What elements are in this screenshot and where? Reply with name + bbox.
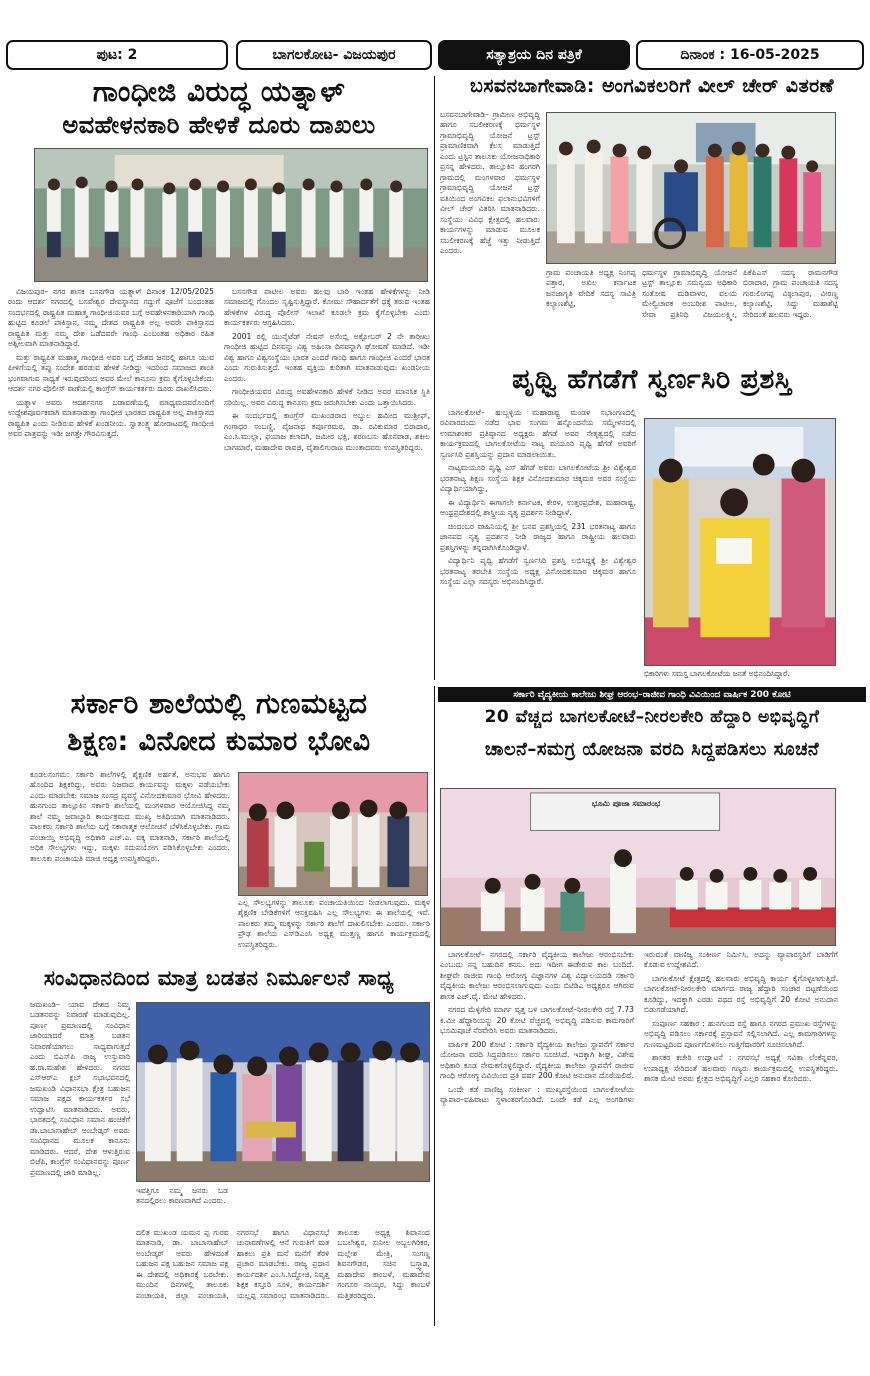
story5-para: ಒಂದೇ ಕಡೆ ವಾಣಿಜ್ಯ ಸಂಕೀರ್ಣ : ಮುಖ್ಯರಸ್ತೆಯಿಂದ ಬಾಗಲಕೋಟೆಯ ವ್ಯಾಪಾರ–ವಹಿವಾಟು ಸ್ಥಳಾಂತರಗೊಂಡಿದೆ. ಒಂದೇ ಕಡೆ ಎಲ್ಲ ಅಂಗಡಿಗಳು ಇರುವಂತೆ ವಾಣಿಜ್ಯ ಸಂಕೀರ್ಣ ನಿರ್ಮಿಸಿ, ಅದನ್ನು ವ್ಯಾಪಾರಸ್ಥರಿಗೆ ಬಾಡಿಗೆಗೆ ಕೊಡುವ ಉದ್ದೇಶವಿದೆ. <box>440 950 838 1105</box>
story6-photo <box>136 1002 430 1182</box>
edition-label: ಬಾಗಲಕೋಟ- ವಿಜಯಪುರ <box>272 47 396 63</box>
story6-right-text: ದಲಿತ ಮುಖಂಡ ಯಮನ ಪ್ಪ ಗುರವ ಮಾತನಾಡಿ, ಡಾ. ಬಾಬಾಸಾಹೇಬ್ ಅಂಬೇಡ್ಕರ್ ಅವರು ಹೇಳಿದಂತೆ ಬಹುಜನ ಪಕ್ಷ ಬಹುಜನ ಸಮಾಜ ಪಕ್ಷ ಈ ದೇಶದಲ್ಲಿ ಅಧಿಕಾರಕ್ಕೆ ಬರಬೇಕು. ಮುಂದಿನ ದಿನಗಳಲ್ಲಿ ತಾಲೂಕು ಪಂಚಾಯತಿ, ಜಿಲ್ಲಾ ಪಂಚಾಯತಿ, ನಗರಸಭೆ ಹಾಗೂ ವಿಧಾನಸಭೆ ಚುನಾವಣೆಗಳಲ್ಲಿ ಆನೆ ಗುರುತಿಗೆ ಮತ ಹಾಕಲು ಪ್ರತಿ ಮನೆ ಮನೆಗೆ ತೆರಳಿ ಪ್ರಚಾರ ಮಾಡಬೇಕು. ರಾಜ್ಯ ಪ್ರಧಾನ ಕಾರ್ಯದರ್ಶಿ ಎಂ.ಸಿ.ಸಿದ್ದೋಜಿ, ನಿವೃತ್ತ ಶಿಕ್ಷಕ ಕಸ್ತೂರಿ ಸೂಳಿ, ಕಾರ್ಯದರ್ಶಿ ಯಲ್ಲಪ್ಪ ಸಮಾರಂಭ ಮಾತನಾಡಿದರು. ತಾಲೂಕು ಅಧ್ಯಕ್ಷ ಶಿವಾನಂದ ಬಬಲೇಶ್ವರ, ಸುನೀಲ ಅಬ್ಬಲಗಿರಿಕರ, ಮಲ್ಲೇಶ ಮೇತ್ರಿ, ಸಂಗಣ್ಣ ಶಿವನಗೌಡರ, ಸಚಿನ ಬಸ್ತ್ವಾಡ, ಮಹಾದೇವ ಕಾಂಬಳೆ, ಮಹಾದೇವ ಗಂಗೂರ ನಾಯ್ಕರ, ಸಿದ್ದು ಕಾಂಬಳೆ ಮತ್ತಿತರರಿದ್ದರು. <box>136 1228 430 1300</box>
story5-body <box>440 950 838 1326</box>
story1-para: 2001 ರಲ್ಲಿ ಯುನೈಟೆಡ್ ನೇಷನ್ ಅಸೆಂಬ್ಲಿ ಅಕ್ಟೋಬರ್ 2 ನೇ ತಾರೀಖು ಗಾಂಧೀಜಿ ಹುಟ್ಟಿದ ದಿನವನ್ನು ವಿಶ್ವ ಅಹಿಂಸಾ ದಿನವನ್ನಾಗಿ ಘೋಷಣೆ ಮಾಡಿದೆ. ಇಡೀ ವಿಶ್ವ ಹಾಗೂ ವಿಶ್ವಸಂಸ್ಥೆಯು ಭಾರತ ಎಂದರೆ ಗಾಂಧಿ ಹಾಗೂ ಗಾಂಧೀಜಿ ಎಂದರೆ ಭಾರತ ಎಂದು ಗುರುತಿಸುತ್ತದೆ. ಇಂತಹ ವ್ಯಕ್ತಿಯ ಕುರಿತಾಗಿ ಮಾತನಾಡುವುದು ಖಂಡನೀಯ ಎಂದರು. <box>224 331 430 383</box>
story3-caption: ಭಿಕಾರಿಗಳು ಸಮಸ್ತ ಬಾಗಲಕೋಟೆಯ ಜನತೆ ಅಭಿನಂದಿಸಿದ್ದಾರೆ. <box>644 669 790 678</box>
award-ceremony-photo <box>645 419 835 665</box>
story5-para: ನಗರದ ಮೆಳ್ಳಿಗೇರಿ ಮಾರ್ಗ ವೃತ್ತ ಬಳಿ ಬಾಗಲಕೋಟೆ–ನೀರಲಕೇರಿ ರಸ್ತೆ 7.73 ಕಿ.ಮೀ ಹೆದ್ದಾರಿಯನ್ನು 20 ಕೋಟಿ ವೆಚ್ಚದಲ್ಲಿ ಅಭಿವೃದ್ಧಿ ಪಡಿಸುವ ಕಾಮಗಾರಿಗೆ ಭೂಮಿಪೂಜೆ ನೆರವೇರಿಸಿ ಅವರು ಮಾತನಾಡಿದರು. <box>440 1005 634 1036</box>
story4-left-text: ಕೂಡಲಸಂಗಮ: ಸರ್ಕಾರಿ ಶಾಲೆಗಳಲ್ಲಿ ಶೈಕ್ಷಣಿಕ ಅರ್ಹತೆ, ಅನುಭವ ಹಾಗೂ ಹೊಂದಿದ ಶಿಕ್ಷಕರಿದ್ದು, ಅವರು ನಿಜವಾದ ಕಾರ್ಯವನ್ನು ಮಕ್ಕಳು ಪಡೆಯಬೇಕು ಎಂದು ಮಾಡಬೇಕು ಸಮಾಜ ಸಂಸದ್ರ ವ್ಯವಸ್ಥೆ ವಿನೋದಕುಮಾರ ಭೋವಿ ಹೇಳಿದರು. ಹುನಗುಂದ ತಾಲ್ಲೂಕಿನ ಸರ್ಕಾರಿ ಶಾಲೆಯಲ್ಲಿ ಮಂಗಳವಾರ ಆಯೋಜಿಸಿದ್ದ ನಮ್ಮ ಶಾಲೆ ನಮ್ಮ ಜವಾಬ್ದಾರಿ ಕಾರ್ಯಕ್ರಮದ ಮುಖ್ಯ ಅತಿಥಿಯಾಗಿ ಮಾತನಾಡಿದರು. ಪಾಲಕರು ಸರ್ಕಾರಿ ಶಾಲೆಯ ಬಗ್ಗೆ ಸಕಾರಾತ್ಮಕ ಆಲೋಚನೆ ಬೆಳೆಸಿಕೊಳ್ಳಬೇಕು. ಗ್ರಾಮ ಪಂಚಾಯ್ತಿ ಅಭಿವೃದ್ಧಿ ಅಧಿಕಾರಿ ಎಚ್.ಎ. ವಕ್ಕ ಮಾತನಾಡಿ, ಸರ್ಕಾರಿ ಶಾಲೆಯಲ್ಲಿ ಅಧಿಕ ಸೌಲಭ್ಯಗಳು ಇದ್ದು, ಮಕ್ಕಳು ಸದುಪಯೋಗ ಪಡಿಸಿಕೊಳ್ಳಬೇಕು ಎಂದರು. ತಾಲೂಕು ಪಂಚಾಯತಿ ಮಾಜಿ ಅಧ್ಯಕ್ಷ ಉಪಸ್ಥಿತರಿದ್ದರು. <box>30 770 230 863</box>
column-divider <box>434 76 435 680</box>
story2-headline: ಬಸವನಬಾಗೇವಾಡಿ: ಅಂಗವಿಕಲರಿಗೆ ವೀಲ್ ಚೇರ್ ವಿತರಣೆ <box>469 75 835 97</box>
story3-para: ಬಾಗಲಕೋಟೆ– ಹುಬ್ಬಳ್ಳಿಯ ಮಹಾರಾಷ್ಟ್ರ ಮಂಡಳ ಸಭಾಂಗಣದಲ್ಲಿ ರವಿವಾರದಂದು ನಡೆದ ಭಾವ ಸಂಗಮ ಹನ್ನೊಂದನೆಯ ಸಮ್ಮೇಳನದಲ್ಲಿ ಉಮಾಶಂಕರ ಪ್ರತಿಷ್ಠಾನದ ಅಧ್ಯಕ್ಷರು ಹೆಗಡೆ ಅವರ ನೇತೃತ್ವದಲ್ಲಿ ನಡೆದ ಕಾರ್ಯಕ್ರಮದಲ್ಲಿ ಬಾಗಲಕೋಟೆಯ ನಾಟ್ಯ ಮಯೂರಿ ಪೃಥ್ವಿ ಹೆಗಡೆ ಅವರಿಗೆ ಸ್ವರ್ಣಸಿರಿ ಪ್ರಶಸ್ತಿಯನ್ನು ಪ್ರದಾನ ಮಾಡಲಾಯಿತು. <box>440 408 636 459</box>
story5-headline-line1: 20 ವೆಚ್ಚದ ಬಾಗಲಕೋಟೆ–ನೀರಲಕೇರಿ ಹೆದ್ದಾರಿ ಅಭಿವೃದ್ಧಿಗೆ <box>484 707 820 727</box>
story1-para: ವಿಜಯಪುರ– ನಗರ ಶಾಸಕ ಬಸನಗೌಡ ಯತ್ನಾಳ್ ದಿನಾಂಕ 12/05/2025 ರಂದು ಆದರ್ಶ ನಗರದಲ್ಲಿ ಬಸವೇಶ್ವರ ದೇವಸ್ಥಾನದ ಗದ್ದುಗೆ ಪೂಜೆಗೆ ಬಂದಂತಹ ಸಂದರ್ಭದಲ್ಲಿ ರಾಷ್ಟ್ರಪಿತ ಮಹಾತ್ಮ ಗಾಂಧೀಜಿಯವರ ಬಗ್ಗೆ ಅವಹೇಳನಕಾರಿಯಾಗಿ ಗಾಂಧಿ ಹುಟ್ಟಿದ ಕೂಡಲೆ ಪಾಕಿಸ್ತಾನ, ನಮ್ಮ ದೇಶದ ರಾಷ್ಟ್ರಪಿತ ಅಲ್ಲ ಅವರೇ ಪಾಕಿಸ್ತಾನದ ರಾಷ್ಟ್ರಪಿತ ಮತ್ತು ನಮ್ಮ ದೇಶ ಒಡೆದವರೇ ಗಾಂಧಿ ಎಂಬಂತಹ ಅಧಿಕಾರ ರಹಿತ ಅಶ್ಲೀಲವಾಗಿ ಮಾತನಾಡಿದ್ದಾರೆ. <box>8 287 214 349</box>
story4-headline-line1: ಸರ್ಕಾರಿ ಶಾಲೆಯಲ್ಲಿ ಗುಣಮಟ್ಟದ <box>70 687 368 720</box>
date-box <box>636 40 864 70</box>
story1-body <box>8 287 430 679</box>
story1-para: ಗಾಂಧೀಜಿಯವರ ವಿರುದ್ಧ ಅವಹೇಳನಕಾರಿ ಹೇಳಿಕೆ ನೀಡಿದ ಅವರ ಮಾನಸಿಕ ಸ್ಥಿತಿ ಸರಿಯಿಲ್ಲ. ಅವರ ವಿರುದ್ಧ ಕಾನೂನು ಕ್ರಮ ಜರುಗಿಸಬೇಕು ಎಂದು ಒತ್ತಾಯಿಸಿದರು. <box>224 387 430 407</box>
story3-para: ನಾಟ್ಯಮಯೂರಿ ಪೃಥ್ವಿ ಎಸ್ ಹೆಗಡೆ ಅವರು ಬಾಗಲಕೋಟೆಯ ಶ್ರೀ ವಿಶ್ವೇಶ್ವರ ಭರತನಾಟ್ಯ ಶಿಕ್ಷಣ ಸಂಸ್ಥೆಯ ಶಿಕ್ಷಕ ವಿನೋದಕುಮಾರ ಚಿಕ್ಕಮಠ ಅವರ ಸಂಸ್ಥೆಯ ವಿದ್ಯಾರ್ಥಿಯಾಗಿದ್ದು, <box>440 463 636 494</box>
story3-para: ಚಿಂದಂಬರ ವಾಹಿನಿಯಲ್ಲಿ ಶ್ರೀ ಬನವ ಪ್ರಶಸ್ತಿಯಲ್ಲಿ 231 ಭರತನಾಟ್ಯ ಹಾಗೂ ಜಾನಪದ ನೃತ್ಯ ಪ್ರದರ್ಶನ ನೀಡಿ ರಾಜ್ಯದ ಹಾಗೂ ರಾಷ್ಟ್ರೀಯ ಹಲವಾರು ಪ್ರಶಸ್ತಿಗಳನ್ನು ತನ್ನದಾಗಿಸಿಕೊಂಡಿದ್ದಾಳೆ. <box>440 521 636 552</box>
story6-photo-caption <box>136 1186 228 1226</box>
story2-photo <box>546 112 836 264</box>
story6-headline: ಸಂವಿಧಾನದಿಂದ ಮಾತ್ರ ಬಡತನ ನಿರ್ಮೂಲನೆ ಸಾಧ್ಯ <box>43 966 395 990</box>
story5-para: ಬಾಗಲಕೋಟೆ ಕ್ಷೇತ್ರದಲ್ಲಿ ಹಲವಾರು ಅಭಿವೃದ್ಧಿ ಕಾರ್ಯ ಕೈಗೊಳ್ಳಲಾಗುತ್ತಿದೆ. ಬಾಗಲಕೋಟೆ–ನೀರಲಕೇರಿ ಮಾರ್ಗದ ರಾಜ್ಯ ಹೆದ್ದಾರಿ ಸಂಚಾರ ದಟ್ಟಣೆಯಿಂದ ಕೂಡಿದ್ದು, ಇದಕ್ಕಾಗಿ ಎರಡು ಪಥದ ರಸ್ತೆ ಅಭಿವೃದ್ಧಿಗೆ 20 ಕೋಟಿ ಅನುದಾನ ಬಿಡುಗಡೆಯಾಗಿದೆ. <box>644 973 838 1015</box>
page-number-box <box>6 40 228 70</box>
story2-body-left <box>440 110 540 290</box>
photo-banner-text: ಭೂಮಿ ಪೂಜಾ ಸಮಾರಂಭ <box>591 799 661 808</box>
story6-left-text: ಜಮಖಂಡಿ– ಯಾವ ದೇಶದ ನಿಮ್ಮ ಬಡತನವನ್ನು ನಿವಾರಣೆ ಮಾಡುವುದಿಲ್ಲ. ಪೂರ್ಣ ಪ್ರಮಾಣದಲ್ಲಿ ಸಂವಿಧಾನ ಜಾರಿಯಾದರೆ ಮಾತ್ರ ಬಡತನ ನಿವಾರಣೆಯಾಗಲು ಸಾಧ್ಯವಾಗುತ್ತದೆ ಎಂದು ಬಿಎಸ್‌ಪಿ ರಾಜ್ಯ ಉಸ್ತುವಾರಿ ಹ.ರಾ.ಮಹೇಶ ಹೇಳಿದರು. ನಗರದ ಎಸ್‌ಆರ್‌ಎ ಕ್ಲಬ್ ಸಭಾಭವನದಲ್ಲಿ ಜಮಖಂಡಿ ವಿಧಾನಸಭಾ ಕ್ಷೇತ್ರ ಬಹುಜನ ಸಮಾಜ ಪಕ್ಷದ ಕಾರ್ಯಕರ್ತರ ಸಭೆ ಉದ್ಘಾಟಿಸಿ ಮಾತನಾಡಿದರು. ಅವರು, ಭಾರತದಲ್ಲಿ ಸಂವಿಧಾನ ಸಮಾನ ಹಂಚಿಕೆಗೆ ಡಾ.ಬಾಬಾಸಾಹೇಬ್ ಅಂಬೇಡ್ಕರ್ ಅವರು ಸಂವಿಧಾನದ ಮೂಲಕ ಕಾನೂನು ಮಾಡಿದರು. ಆದರೆ, ದೇಶ ಆಳುತ್ತಿರುವ ಬಿಜೆಪಿ, ಕಾಂಗ್ರೆಸ್ ಸಂವಿಧಾನವನ್ನು ಪೂರ್ಣ ಪ್ರಮಾಣದಲ್ಲಿ ಜಾರಿ ಮಾಡಿಲ್ಲ. <box>30 1000 130 1177</box>
story1-headline-line1: ಗಾಂಧೀಜಿ ವಿರುದ್ಧ ಯತ್ನಾಳ್ <box>92 75 346 108</box>
bsp-meeting-photo <box>137 1003 429 1181</box>
wheelchair-distribution-photo <box>547 113 835 263</box>
page-label: ಪುಟ: 2 <box>96 47 138 63</box>
highway-ceremony-photo <box>441 789 835 945</box>
story4-photo <box>238 772 428 896</box>
story5-photo <box>440 788 836 946</box>
column-divider-lower <box>434 686 435 1326</box>
paper-name: ಸತ್ಯಾಶ್ರಯ ದಿನ ಪತ್ರಿಕೆ <box>486 47 582 63</box>
story5-headline-line2: ಚಾಲನೆ–ಸಮಗ್ರ ಯೋಜನಾ ವರದಿ ಸಿದ್ದಪಡಿಸಲು ಸೂಚನೆ <box>484 739 820 760</box>
story4-headline-line2: ಶಿಕ್ಷಣ: ವಿನೋದ ಕುಮಾರ ಭೋವಿ <box>67 726 371 757</box>
story1-para: ಮತ್ತು ರಾಷ್ಟ್ರಪಿತ ಮಹಾತ್ಮ ಗಾಂಧೀಜಿ ಅವರ ಬಗ್ಗೆ ದೇಶದ ಜನರಲ್ಲಿ ಹಾಗೂ ಯುವ ಪೀಳಿಗೆಯಲ್ಲಿ ತಪ್ಪು ಸಂದೇಶ ಹರಡುವ ಹೇಳಿಕೆ ನೀಡಿದ್ದು ಇದರಿಂದ ಸಮಾಜದ ಶಾಂತಿ ಭಂಗವಾಗುವ ಸಾಧ್ಯತೆ ಇರುವುದರಿಂದ ಅವರ ಮೇಲೆ ಕಾನೂನು ಕ್ರಮ ಕೈಗೊಳ್ಳಬೇಕೆಂದು ಆದರ್ಶ ನಗರ ಪೊಲೀಸ್ ಠಾಣೆಯಲ್ಲಿ ಕಾಂಗ್ರೆಸ್ ಕಾರ್ಯಕರ್ತರು ದೂರು ದಾಖಲಿಸಿದರು. <box>8 352 214 394</box>
edition-box <box>236 40 432 70</box>
masthead-box <box>438 40 630 70</box>
protest-group-photo <box>35 149 427 281</box>
story3-para: ಈ ವಿದ್ಯಾರ್ಥಿನಿ ಈಗಾಗಲೇ ಕರ್ನಾಟಕ, ಕೇರಳ, ಉತ್ತರಪ್ರದೇಶ, ಮಹಾರಾಷ್ಟ್ರ, ಆಂಧ್ರಪ್ರದೇಶದಲ್ಲಿ ಶಾಸ್ತ್ರೀಯ ನೃತ್ಯ ಪ್ರದರ್ಶನ ನೀಡಿದ್ದಾಳೆ. <box>440 497 636 518</box>
story6-caption-text: ಇವತ್ತಿಗೂ ನಮ್ಮ ಜನರು ಬಡ ತನದಲ್ಲಿರಲು ಕಾರಣವಾಗಿದೆ ಎಂದರು. <box>136 1186 228 1206</box>
story4-body-right <box>238 898 430 960</box>
story4-right-text: ಎಲ್ಲ ಸೌಲಭ್ಯಗಳನ್ನು ತಾಲೂಕು ಪಂಚಾಯತಿಯಿಂದ ನೀಡಲಾಗುವುದು. ಮಕ್ಕಳ ಶೈಕ್ಷಣಿಕ ಬೇಡಿಕೆಗಳಿಗೆ ಆಸಕ್ತಿವಹಿಸಿ ಎಲ್ಲ ಸೌಲಭ್ಯಗಳು ಈ ಶಾಲೆಯಲ್ಲಿ ಇವೆ. ಪಾಲಕರು ತಮ್ಮ ಮಕ್ಕಳನ್ನು ಸರ್ಕಾರಿ ಶಾಲೆಗೆ ದಾಖಲಿಸಬೇಕು ಎಂದರು. ಸರ್ಕಾರಿ ಪ್ರೌಢ ಶಾಲೆಯ ಎಸ್‌ಡಿಎಂಸಿ ಅಧ್ಯಕ್ಷ ಮುತ್ತಣ್ಣ ಹಾಗೂ ಕಾರ್ಯಕ್ರಮದಲ್ಲಿ ಉಪಸ್ಥಿತರಿದ್ದರು. <box>238 898 430 949</box>
story6-body-right <box>136 1228 430 1326</box>
story1-photo <box>34 148 428 282</box>
story3-headline: ಪೃಥ್ವಿ ಹೆಗಡೆಗೆ ಸ್ವರ್ಣಸಿರಿ ಪ್ರಶಸ್ತಿ <box>512 364 792 395</box>
story3-body <box>440 408 636 666</box>
story1-para: ಯತ್ನಾಳ ಅವರು ಆದರ್ಶನಗರ ಬಡಾವಣೆಯಲ್ಲಿ ಮಾಧ್ಯಮದವರೊಂದಿಗೆ ಉದ್ದೇಶಪೂರ್ವಕವಾಗಿ ಮಾತನಾಡುತ್ತಾ ಗಾಂಧೀಜಿ ಭಾರತದ ರಾಷ್ಟ್ರಪಿತ ಅಲ್ಲ ಪಾಕಿಸ್ತಾನದ ರಾಷ್ಟ್ರಪಿತ ಎಂದು ನೀಡಿರುವ ಹೇಳಿಕೆ ಖಂಡನೀಯ. ಸ್ವಾತಂತ್ರ್ಯ ಹೋರಾಟದಲ್ಲಿ ಗಾಂಧೀಜಿ ಅವರ ಪಾತ್ರವನ್ನು ಇಡೀ ಜಗತ್ತೇ ಗೌರವಿಸುತ್ತದೆ. <box>8 397 214 439</box>
story5-para: ಬಾಗಲಕೋಟೆ– ನಗರದಲ್ಲಿ ಸರ್ಕಾರಿ ವೈದ್ಯಕೀಯ ಕಾಲೇಜು ಆರಂಭಿಸಬೇಕು ಎಂಬುದು ನನ್ನ ಬಹುದಿನ ಕನಸು. ಅದು ಇದೀಗ ಈಡೇರುವ ಕಾಲ ಬಂದಿದೆ. ಶೀಘ್ರವೇ ರಾಜೀವ ಗಾಂಧಿ ಆರೋಗ್ಯ ವಿಜ್ಞಾನಗಳ ವಿಶ್ವ ವಿದ್ಯಾಲಯದಡಿ ಸರ್ಕಾರಿ ವೈದ್ಯಕೀಯ ಕಾಲೇಜು ಆರಂಭಿಸಲಾಗುವುದು ಎಂದು ಬಿಟಿಡಿಎ ಅಧ್ಯಕ್ಷರೂ ಆಗಿರುವ ಶಾಸಕ ಎಚ್.ವೈ. ಮೇಟಿ ಹೇಳಿದರು. <box>440 950 634 1001</box>
story1-para: ಬಸನಗೌಡ ಪಾಟೀಲ ಅವರು ಹಲವು ಬಾರಿ ಇಂತಹ ಹೇಳಿಕೆಗಳನ್ನು ನೀಡಿ ಸಮಾಜದಲ್ಲಿ ಗೊಂದಲ ಸೃಷ್ಟಿಸುತ್ತಿದ್ದಾರೆ. ಕೋಮು ಸೌಹಾರ್ದತೆಗೆ ಧಕ್ಕೆ ತರುವ ಇಂತಹ ಹೇಳಿಕೆಗಳ ವಿರುದ್ಧ ಪೊಲೀಸ್ ಇಲಾಖೆ ಕೂಡಲೇ ಕ್ರಮ ಕೈಗೊಳ್ಳಬೇಕು ಎಂದು ಕಾರ್ಯಕರ್ತರು ಆಗ್ರಹಿಸಿದರು. <box>224 287 430 328</box>
story5-banner-text: ಸರ್ಕಾರಿ ವೈದ್ಯಕೀಯ ಕಾಲೇಜು ಶೀಘ್ರ ಆರಂಭ–ರಾಜೀವ ಗಾಂಧಿ ವಿವಿಯಿಂದ ವಾರ್ಷಿಕ 200 ಕೋಟಿ <box>513 689 791 700</box>
story2-mid-text: ಗ್ರಾಮ ಪಂಚಾಯತಿ ಅಧ್ಯಕ್ಷ ನಿಂಗಪ್ಪ ಪತ್ತಾರ, ಅಖಿಲ ಕರ್ನಾಟಕ ಜನಜಾಗೃತಿ ವೇದಿಕೆ ಸದಸ್ಯ ಸಾವಿತ್ರಿ ಕಲ್ಯಾಣಶೆಟ್ಟಿ, <box>546 268 636 309</box>
story3-photo <box>644 418 836 666</box>
story2-body-right <box>642 268 838 360</box>
story2-right-text: ಧರ್ಮಸ್ಥಳ ಗ್ರಾಮಾಭಿವೃದ್ಧಿ ಯೋಜನೆ ಟ್ರಸ್ಟ್ ತಾಲ್ಲೂಕು ಸಮನ್ವಯ ಅಧಿಕಾರಿ ಸಂತೋಷ ಮಡಿವಾಳರ, ವಲಯ ಮೇಲ್ವಿಚಾರಕ ಅಂಬರೀಶ ಪಾಟೀಲ, ಸೇವಾ ಪ್ರತಿನಿಧಿ ವಿಜಯಲಕ್ಷ್ಮೀ, ಪಿಕೆಪಿಎಸ್ ಸದಸ್ಯ ರಾಮನಗೌಡ ಬಿರಾದಾರ, ಗ್ರಾಮ ಪಂಚಾಯತಿ ಸದಸ್ಯ ಗುರುಲಿಂಗಪ್ಪ ವಿಠ್ಠಲಾಪುರ, ವೀರಣ್ಣ ಕಲ್ಯಾಣಶೆಟ್ಟಿ, ಸಿದ್ದು ಮಹಾಶೆಟ್ಟಿ ಸೇರಿದಂತೆ ಹಲವರು ಇದ್ದರು. <box>642 268 838 319</box>
story5-banner <box>438 687 866 702</box>
story3-para: ವಿದ್ಯಾರ್ಥಿನಿ ಪೃಥ್ವಿ ಹೆಗಡೆಗೆ ಸ್ವರ್ಣಸಿರಿ ಪ್ರಶಸ್ತಿ ಲಭಿಸಿದ್ದಕ್ಕೆ ಶ್ರೀ ವಿಶ್ವೇಶ್ವರ ಭರತನಾಟ್ಯ ತರಬೇತಿ ಸಂಸ್ಥೆಯ ಅಧ್ಯಕ್ಷ ವಿನೋದಕುಮಾರ ಚಿಕ್ಕಮಠ ಹಾಗೂ ಸಂಸ್ಥೆಯ ಎಲ್ಲಾ ಸದಸ್ಯರು ಅಭಿನಂದಿಸಿದ್ದಾರೆ. <box>440 556 636 587</box>
school-event-photo <box>239 773 427 895</box>
story5-para: ಸಂಪೂರ್ಣ ಸಹಕಾರ : ಹುನಗುಂದ ರಸ್ತೆ ಹಾಗೂ ನಗರದ ಪ್ರಮುಖ ರಸ್ತೆಗಳನ್ನು ಅಭಿವೃದ್ಧಿ ಪಡಿಸಲು ಸರ್ಕಾರಕ್ಕೆ ಪ್ರಸ್ತಾವನೆ ಸಲ್ಲಿಸಲಾಗಿದೆ. ಎಲ್ಲ ಕಾಮಗಾರಿಗಳನ್ನು ಗುಣಮಟ್ಟದಿಂದ ಪೂರ್ಣಗೊಳಿಸಲು ಗುತ್ತಿಗೆದಾರರಿಗೆ ಸೂಚಿಸಲಾಗಿದೆ. <box>644 1018 838 1049</box>
story2-left-text: ಬಸವನಬಾಗೇವಾಡಿ– ಗ್ರಾಮೀಣ ಅಭಿವೃದ್ಧಿ ಹಾಗೂ ಸಬಲೀಕರಣಕ್ಕೆ ಧರ್ಮಸ್ಥಳ ಗ್ರಾಮಾಭಿವೃದ್ಧಿ ಯೋಜನೆ ಟ್ರಸ್ಟ್ ಪ್ರಾಮಾಣಿಕವಾಗಿ ಕೆಲಸ ಮಾಡುತ್ತಿದೆ ಎಂದು ಟ್ರಸ್ಟಿನ ತಾಲೂಕು ಯೋಜನಾಧಿಕಾರಿ ಪ್ರಸನ್ನ ಹೇಳಿದರು. ತಾಲ್ಲೂಕಿನ ಹಂಗರಗಿ ಗ್ರಾಮದಲ್ಲಿ ಮಂಗಳವಾರ ಧರ್ಮಸ್ಥಳ ಗ್ರಾಮಾಭಿವೃದ್ಧಿ ಯೋಜನೆ ಟ್ರಸ್ಟ್ ವತಿಯಿಂದ ಅಂಗವಿಕಲ ಫಲಾನುಭವಿಗಳಿಗೆ ವೀಲ್ ಚೇರ್ ವಿತರಿಸಿ ಮಾತನಾಡಿದರು. ಸಂಸ್ಥೆಯು ವಿವಿಧ ಕ್ಷೇತ್ರದಲ್ಲಿ ಹಲವಾರು ಕಾರ್ಯಗಳನ್ನು ಮಾಡುವ ಮೂಲಕ ಸಬಲೀಕರಣಕ್ಕೆ ಹೆಜ್ಜೆ ಇತ್ತು ನೀಡುತ್ತಿದೆ ಎಂದರು. <box>440 110 540 256</box>
story1-para: ಈ ಸಂದರ್ಭದಲ್ಲಿ ಕಾಂಗ್ರೆಸ್ ಮುಖಂಡರಾದ ಅಬ್ದುಲ ಹಮೀದ ಮುಶ್ರೀಫ್, ಗಂಗಾಧರ ಸಂಬಣ್ಣಿ, ವೈಜನಾಥ ಕರ್ಪೂರಮಠ, ಡಾ. ರವಿಕುಮಾರ ಬಿರಾದಾರ, ಎಂ.ಸಿ.ಮುಲ್ಲಾ, ಫಯಾಜ ಕಲಾದಗಿ, ಜಮೀರ ಭಕ್ಷಿ, ಶರಣಬಸು ಹೊನವಾಡ, ಶಕೀಲ ಬಾಗಮಾರೆ, ಮಹಾದೇವ ರಾವಜಿ, ವೈಶಾಲಿಗುರಾಣ ಮುಂತಾದವರು ಉಪಸ್ಥಿತರಿದ್ದರು. <box>224 411 430 452</box>
date-label: ದಿನಾಂಕ : 16-05-2025 <box>680 47 820 63</box>
story2-body-mid <box>546 268 636 360</box>
story5-para: ವಾರ್ಷಿಕ 200 ಕೋಟಿ : ಸರ್ಕಾರಿ ವೈದ್ಯಕೀಯ ಕಾಲೇಜು ಸ್ಥಾಪನೆಗೆ ಸರ್ಕಾರ ಯೋಜನಾ ವರದಿ ಸಿದ್ಧಪಡಿಸಲು ಸರ್ಕಾರ ಸೂಚಿಸಿದೆ. ಇದಕ್ಕಾಗಿ ಶೀಘ್ರ, ವಿಶೇಷ ಅಧಿಕಾರಿ ಕೂಡ ನೇಮಕಗೊಳ್ಳಲಿದ್ದಾರೆ. ವೈದ್ಯಕೀಯ ಕಾಲೇಜು ಸ್ಥಾಪನೆಗೆ ರಾಜೀವ ಗಾಂಧಿ ಆರೋಗ್ಯ ವಿವಿಯಿಂದ ಪ್ರತಿ ವರ್ಷ 200 ಕೋಟಿ ಅನುದಾನ ದೊರೆಯಲಿದೆ. <box>440 1039 634 1081</box>
story5-para: ಶಾಸಕರ ಕಚೇರಿ ಉದ್ಘಾಟನೆ : ನಗರಸಭೆ ಅಧ್ಯಕ್ಷೆ ಸವಿತಾ ಲೆಂಕೆನ್ನವರ, ಉಪಾಧ್ಯಕ್ಷ ಸೇರಿದಂತೆ ಹಲವಾರು ಗಣ್ಯರು ಕಾರ್ಯಕ್ರಮದಲ್ಲಿ ಉಪಸ್ಥಿತರಿದ್ದರು. ಶಾಸಕ ಮೇಟಿ ಅವರು ಕ್ಷೇತ್ರದ ಅಭಿವೃದ್ಧಿಗೆ ಎಲ್ಲರ ಸಹಕಾರ ಕೋರಿದರು. <box>644 1053 838 1084</box>
story4-body-left <box>30 770 230 960</box>
story6-body-left <box>30 1000 130 1326</box>
story1-headline-line2: ಅವಹೇಳನಕಾರಿ ಹೇಳಿಕೆ ದೂರು ದಾಖಲು <box>62 111 376 139</box>
